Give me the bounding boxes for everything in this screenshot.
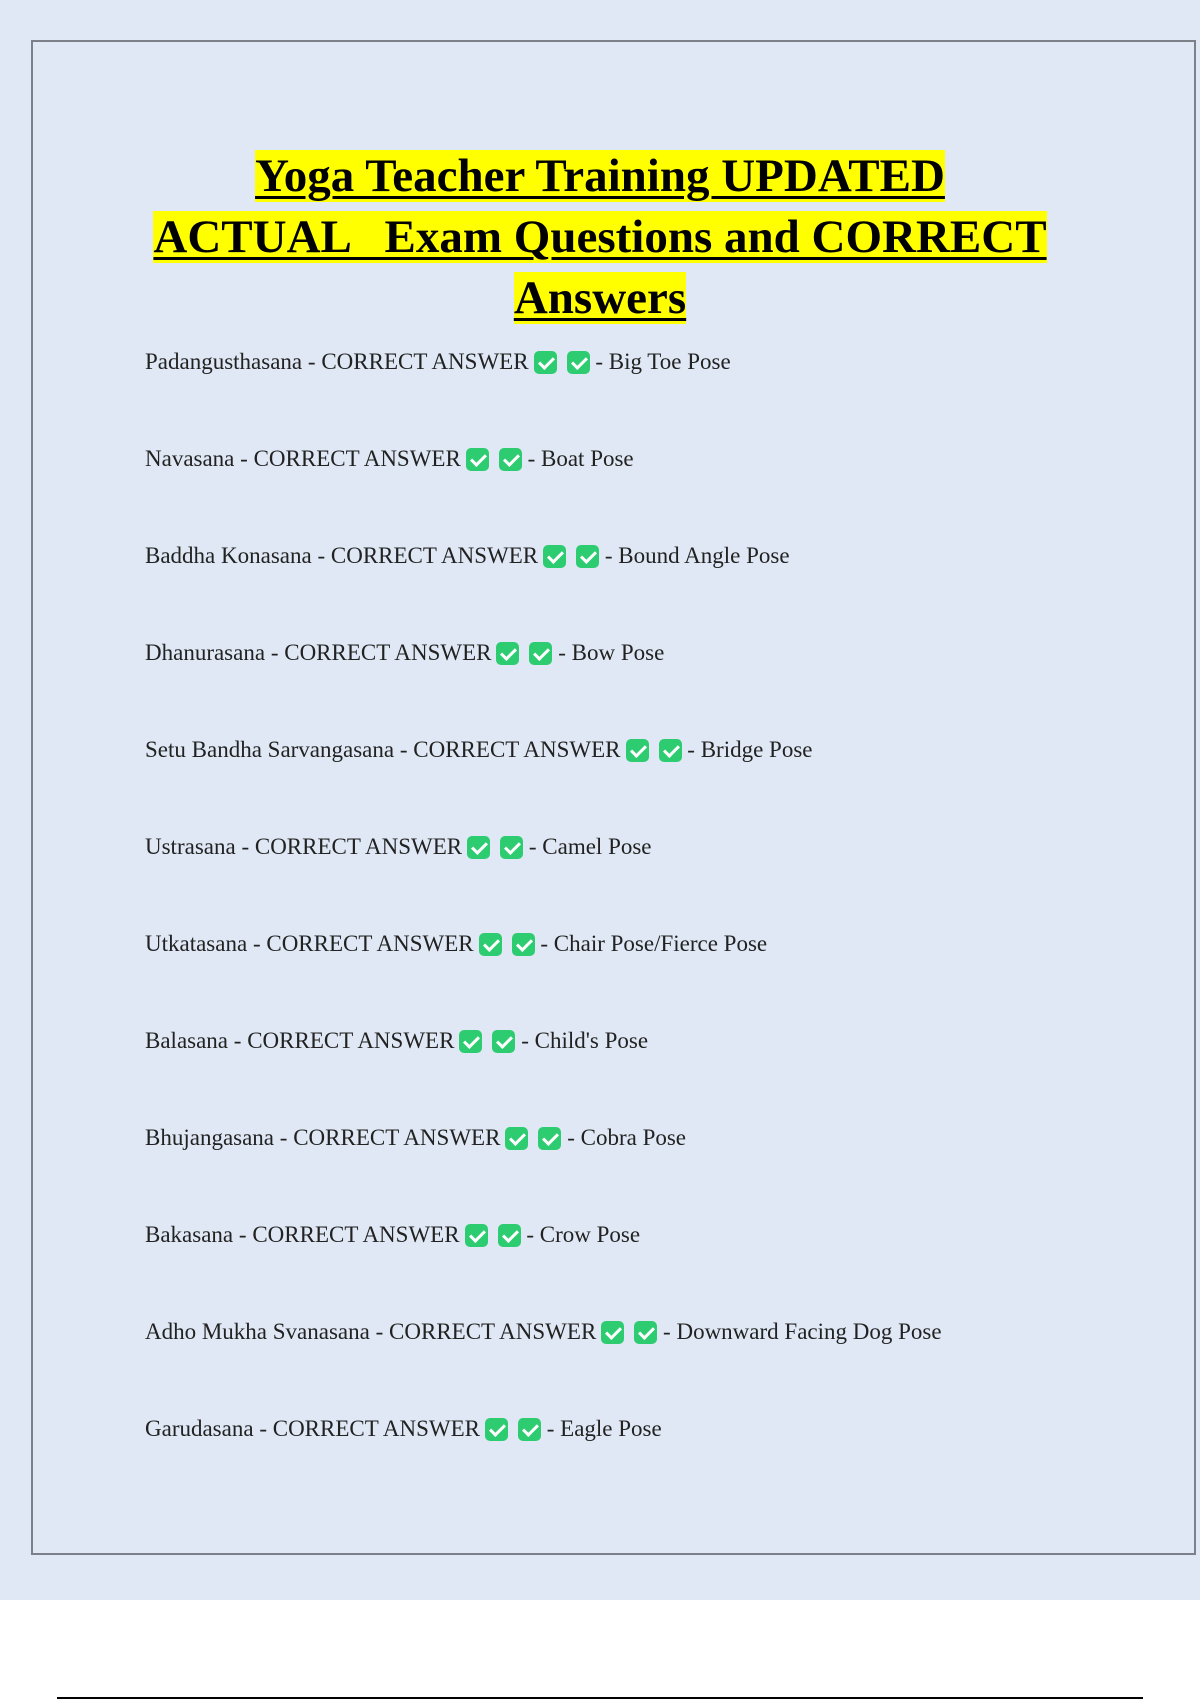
separator: -: [265, 640, 285, 665]
separator: -: [681, 737, 701, 762]
answer-text: Camel Pose: [542, 834, 652, 859]
qa-item: [145, 638, 1145, 735]
check-icon: [634, 1321, 657, 1344]
qa-item: [145, 1026, 1145, 1123]
answer-text: Bow Pose: [571, 640, 665, 665]
separator: -: [657, 1319, 677, 1344]
qa-list: [145, 347, 1145, 1511]
answer-text: Bridge Pose: [700, 737, 813, 762]
separator: -: [534, 931, 554, 956]
question-term: Padangusthasana: [145, 349, 303, 374]
question-term: Dhanurasana: [145, 640, 266, 665]
check-icon: [479, 933, 502, 956]
check-icon: [500, 836, 523, 859]
check-icon: [512, 933, 535, 956]
separator: -: [233, 1222, 253, 1247]
correct-answer-label: CORRECT ANSWER: [253, 446, 461, 471]
question-term: Navasana: [145, 446, 235, 471]
answer-text: Boat Pose: [541, 446, 634, 471]
answer-text: Crow Pose: [539, 1222, 641, 1247]
correct-answer-label: CORRECT ANSWER: [247, 1028, 455, 1053]
check-icon: [485, 1418, 508, 1441]
check-icon: [626, 739, 649, 762]
separator: -: [234, 446, 254, 471]
check-icon: [659, 739, 682, 762]
correct-answer-label: CORRECT ANSWER: [252, 1222, 460, 1247]
question-term: Balasana: [145, 1028, 229, 1053]
separator: -: [274, 1125, 294, 1150]
qa-item: [145, 1317, 1145, 1414]
separator: -: [228, 1028, 248, 1053]
check-icon: [518, 1418, 541, 1441]
check-icon: [467, 836, 490, 859]
question-term: Adho Mukha Svanasana: [145, 1319, 370, 1344]
qa-item: [145, 832, 1145, 929]
qa-item: [145, 444, 1145, 541]
check-icon: [459, 1030, 482, 1053]
check-icon: [496, 642, 519, 665]
separator: -: [523, 834, 543, 859]
separator: -: [515, 1028, 535, 1053]
question-term: Baddha Konasana: [145, 543, 312, 568]
check-icon: [567, 351, 590, 374]
answer-text: Cobra Pose: [580, 1125, 687, 1150]
qa-item: [145, 929, 1145, 1026]
separator: -: [589, 349, 609, 374]
correct-answer-label: CORRECT ANSWER: [293, 1125, 501, 1150]
qa-item: [145, 1414, 1145, 1511]
separator: -: [311, 543, 331, 568]
separator: -: [561, 1125, 581, 1150]
separator: -: [253, 1416, 273, 1441]
answer-text: Downward Facing Dog Pose: [676, 1319, 942, 1344]
question-term: Bhujangasana: [145, 1125, 275, 1150]
question-term: Utkatasana: [145, 931, 248, 956]
check-icon: [538, 1127, 561, 1150]
check-icon: [534, 351, 557, 374]
check-icon: [466, 448, 489, 471]
check-icon: [576, 545, 599, 568]
qa-item: [145, 541, 1145, 638]
separator: -: [599, 543, 619, 568]
bottom-rule: [57, 1697, 1143, 1699]
correct-answer-label: CORRECT ANSWER: [272, 1416, 480, 1441]
separator: -: [540, 1416, 561, 1441]
qa-item: [145, 1220, 1145, 1317]
document-title: [60, 146, 1140, 329]
check-icon: [505, 1127, 528, 1150]
separator: -: [369, 1319, 390, 1344]
separator: -: [520, 1222, 540, 1247]
title-line-2: ACTUAL Exam Questions and CORRECT: [153, 211, 1047, 263]
question-term: Setu Bandha Sarvangasana: [145, 737, 395, 762]
correct-answer-label: CORRECT ANSWER: [413, 737, 621, 762]
check-icon: [492, 1030, 515, 1053]
answer-text: Chair Pose/Fierce Pose: [553, 931, 768, 956]
separator: -: [235, 834, 255, 859]
title-line-3: Answers: [513, 272, 687, 324]
check-icon: [465, 1224, 488, 1247]
qa-item: [145, 1123, 1145, 1220]
qa-item: [145, 735, 1145, 832]
correct-answer-label: CORRECT ANSWER: [321, 349, 529, 374]
title-line-1: Yoga Teacher Training UPDATED: [255, 150, 945, 202]
answer-text: Eagle Pose: [560, 1416, 662, 1441]
correct-answer-label: CORRECT ANSWER: [284, 640, 492, 665]
question-term: Garudasana: [145, 1416, 254, 1441]
separator: -: [552, 640, 572, 665]
check-icon: [529, 642, 552, 665]
separator: -: [521, 446, 541, 471]
check-icon: [498, 1224, 521, 1247]
check-icon: [499, 448, 522, 471]
question-term: Bakasana: [145, 1222, 234, 1247]
correct-answer-label: CORRECT ANSWER: [254, 834, 463, 859]
answer-text: Big Toe Pose: [608, 349, 731, 374]
separator: -: [247, 931, 267, 956]
check-icon: [601, 1321, 624, 1344]
question-term: Ustrasana: [145, 834, 236, 859]
qa-item: [145, 347, 1145, 444]
check-icon: [543, 545, 566, 568]
answer-text: Child's Pose: [534, 1028, 649, 1053]
separator: -: [394, 737, 414, 762]
correct-answer-label: CORRECT ANSWER: [330, 543, 539, 568]
correct-answer-label: CORRECT ANSWER: [389, 1319, 597, 1344]
answer-text: Bound Angle Pose: [618, 543, 790, 568]
separator: -: [302, 349, 322, 374]
correct-answer-label: CORRECT ANSWER: [266, 931, 474, 956]
